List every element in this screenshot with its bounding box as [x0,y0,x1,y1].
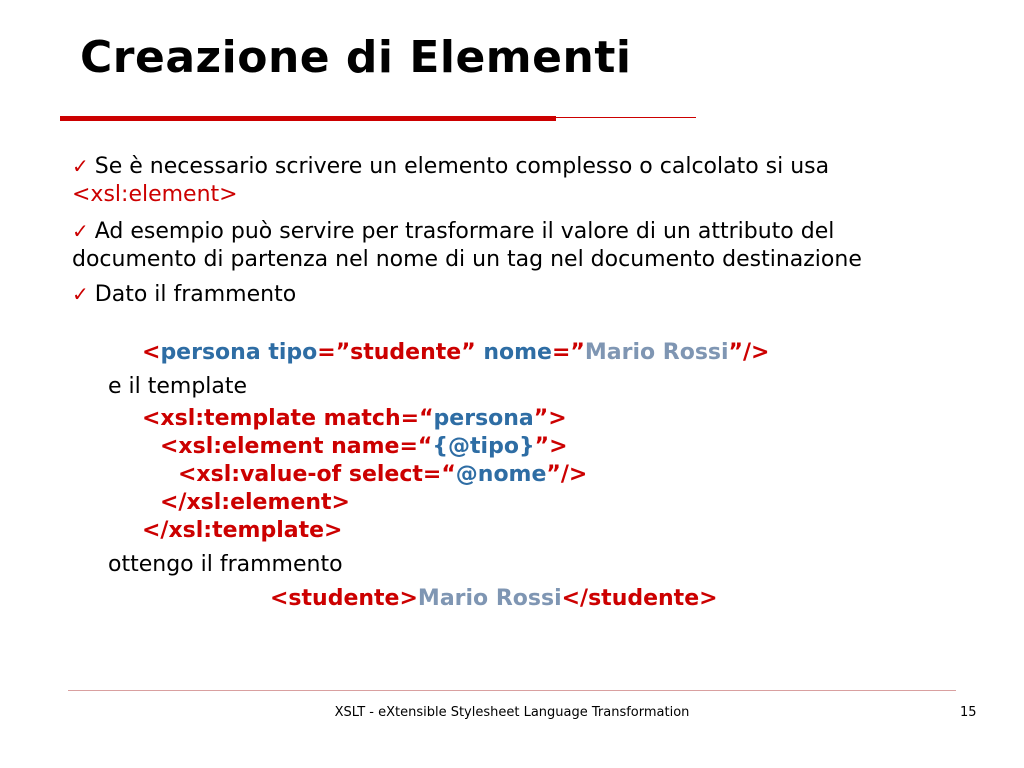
result-value: Mario Rossi [417,586,562,611]
checkmark-icon: ✓ [72,282,89,306]
fragment-value: Mario Rossi [584,340,729,365]
template-l2-pre: <xsl:element name=“ [160,434,433,459]
fragment-close: ”/> [728,340,770,365]
page-number: 15 [960,705,977,720]
bullet-3 [72,280,952,309]
bullet-1-text: Se è necessario scrivere un elemento complesso o calcolato si usa [94,154,830,179]
bullet-2 [72,217,952,274]
template-l1-val: persona [433,406,534,431]
template-l3-pre: <xsl:value-of select=“ [178,462,456,487]
checkmark-icon: ✓ [72,219,89,243]
slide-content [72,152,952,309]
template-l3-post: ”/> [546,462,588,487]
fragment-open: < [142,340,161,365]
result-close-tag: </studente> [561,586,718,611]
template-l1-post: ”> [533,406,567,431]
template-l1-pre: <xsl:template match=“ [142,406,434,431]
bullet-1-code: <xsl:element> [72,182,238,207]
template-line-5: </xsl:template> [142,518,343,543]
footer-text: XSLT - eXtensible Stylesheet Language Transformation [334,705,690,720]
bullet-2-text: Ad esempio può servire per trasformare il valore di un attributo del documento di partenza nel nome di un tag nel documento destinazione [72,219,862,272]
result-fragment [270,586,718,611]
template-line-4: </xsl:element> [160,490,350,515]
bullet-3-text: Dato il frammento [94,282,297,307]
and-template-text: e il template [108,374,248,399]
template-line-2 [160,434,568,459]
template-line-3 [178,462,587,487]
obtain-text: ottengo il frammento [108,552,343,577]
checkmark-icon: ✓ [72,154,89,178]
template-l3-val: @nome [455,462,547,487]
title-underline-thin [556,117,696,118]
title-underline-thick [60,116,556,121]
footer-divider [68,690,956,691]
fragment-eq2: =” [551,340,585,365]
fragment-attr1-value: =”studente” [317,340,476,365]
result-open-tag: <studente> [270,586,418,611]
template-line-1 [142,406,567,431]
slide-title: Creazione di Elementi [80,32,632,83]
template-l2-post: ”> [534,434,568,459]
source-fragment [142,340,769,365]
fragment-tag: persona tipo [160,340,318,365]
fragment-attr2: nome [475,340,552,365]
bullet-1 [72,152,952,209]
template-l2-val: {@tipo} [432,434,535,459]
